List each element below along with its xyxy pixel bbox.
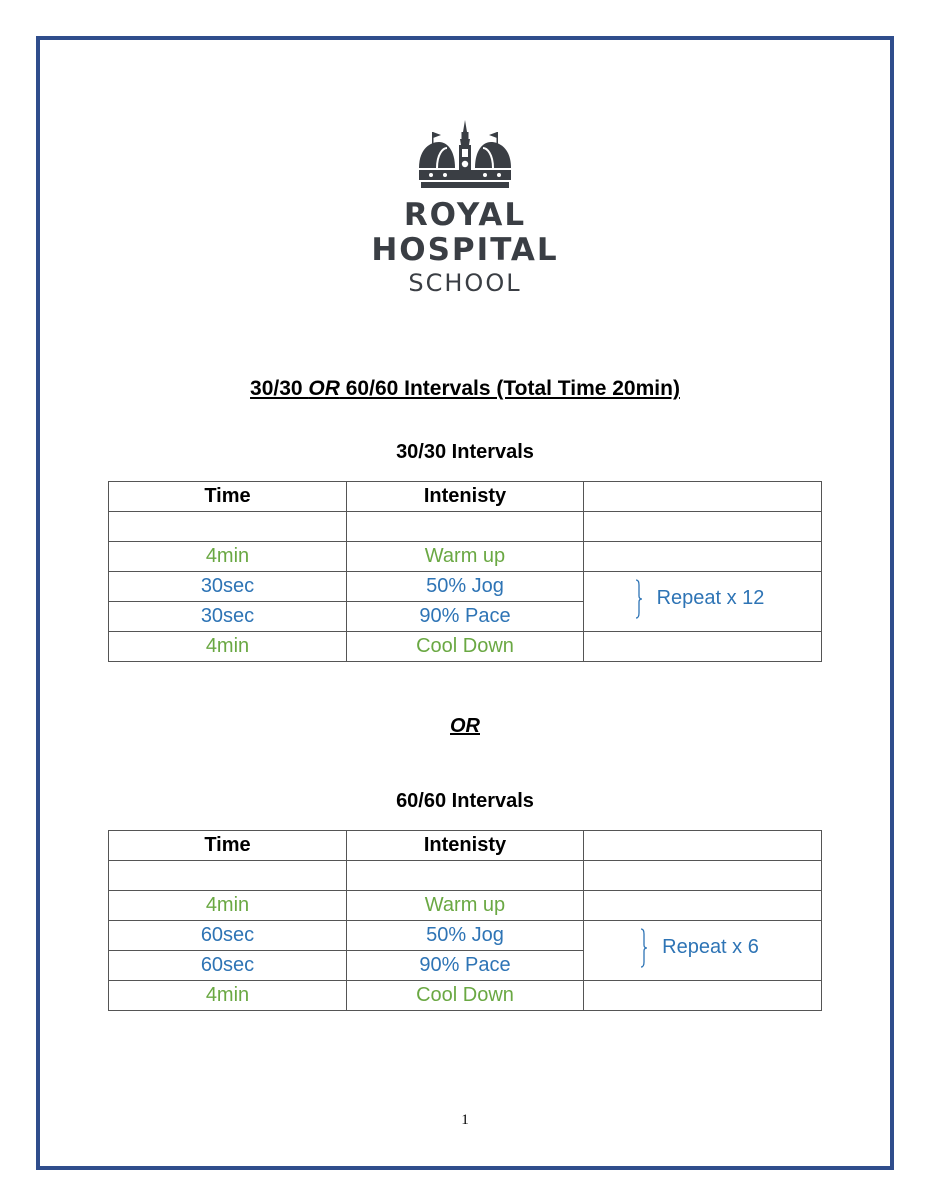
repeat-cell bbox=[584, 921, 822, 981]
page-title bbox=[0, 377, 930, 401]
logo-word-school: SCHOOL bbox=[408, 269, 522, 297]
section-heading-30-30: 30/30 Intervals bbox=[396, 441, 534, 463]
table-row bbox=[109, 572, 822, 602]
cell-time: 30sec bbox=[109, 572, 347, 602]
cell-intensity: Cool Down bbox=[347, 981, 584, 1011]
bracket-icon bbox=[640, 928, 648, 968]
header-blank bbox=[584, 482, 822, 512]
table-row-empty bbox=[109, 512, 822, 542]
repeat-label: Repeat x 6 bbox=[662, 936, 759, 958]
header-time: Time bbox=[109, 482, 347, 512]
cell-time: 4min bbox=[109, 981, 347, 1011]
cell-time: 30sec bbox=[109, 602, 347, 632]
title-part-or: OR bbox=[308, 377, 340, 400]
title-part-1: 30/30 bbox=[250, 377, 309, 400]
cell-time: 60sec bbox=[109, 951, 347, 981]
table-row bbox=[109, 632, 822, 662]
cell-time: 60sec bbox=[109, 921, 347, 951]
cell-time: 4min bbox=[109, 542, 347, 572]
header-blank bbox=[584, 831, 822, 861]
table-row-empty bbox=[109, 861, 822, 891]
table-row bbox=[109, 542, 822, 572]
table-row bbox=[109, 981, 822, 1011]
repeat-label: Repeat x 12 bbox=[656, 587, 765, 609]
table-header-row bbox=[109, 831, 822, 861]
intervals-table-60-60 bbox=[108, 830, 822, 1011]
cell-intensity: 50% Jog bbox=[347, 921, 584, 951]
or-divider: OR bbox=[450, 715, 480, 737]
table-row bbox=[109, 921, 822, 951]
header-intensity: Intenisty bbox=[347, 482, 584, 512]
cell-time: 4min bbox=[109, 891, 347, 921]
cell-intensity: 90% Pace bbox=[347, 951, 584, 981]
intervals-table-30-30 bbox=[108, 481, 822, 662]
cell-intensity: Warm up bbox=[347, 891, 584, 921]
crown-icon bbox=[415, 118, 515, 192]
header-intensity: Intenisty bbox=[347, 831, 584, 861]
repeat-cell bbox=[584, 572, 822, 632]
school-logo bbox=[360, 118, 570, 298]
cell-intensity: 50% Jog bbox=[347, 572, 584, 602]
bracket-icon bbox=[635, 579, 643, 619]
logo-word-hospital: HOSPITAL bbox=[371, 232, 559, 268]
cell-intensity: Cool Down bbox=[347, 632, 584, 662]
section-heading-60-60: 60/60 Intervals bbox=[396, 790, 534, 812]
table-row bbox=[109, 891, 822, 921]
cell-time: 4min bbox=[109, 632, 347, 662]
title-part-3: 60/60 Intervals (Total Time 20min) bbox=[339, 377, 680, 400]
table-header-row bbox=[109, 482, 822, 512]
cell-intensity: 90% Pace bbox=[347, 602, 584, 632]
cell-intensity: Warm up bbox=[347, 542, 584, 572]
page-number: 1 bbox=[461, 1112, 469, 1128]
header-time: Time bbox=[109, 831, 347, 861]
logo-word-royal: ROYAL bbox=[403, 197, 527, 233]
